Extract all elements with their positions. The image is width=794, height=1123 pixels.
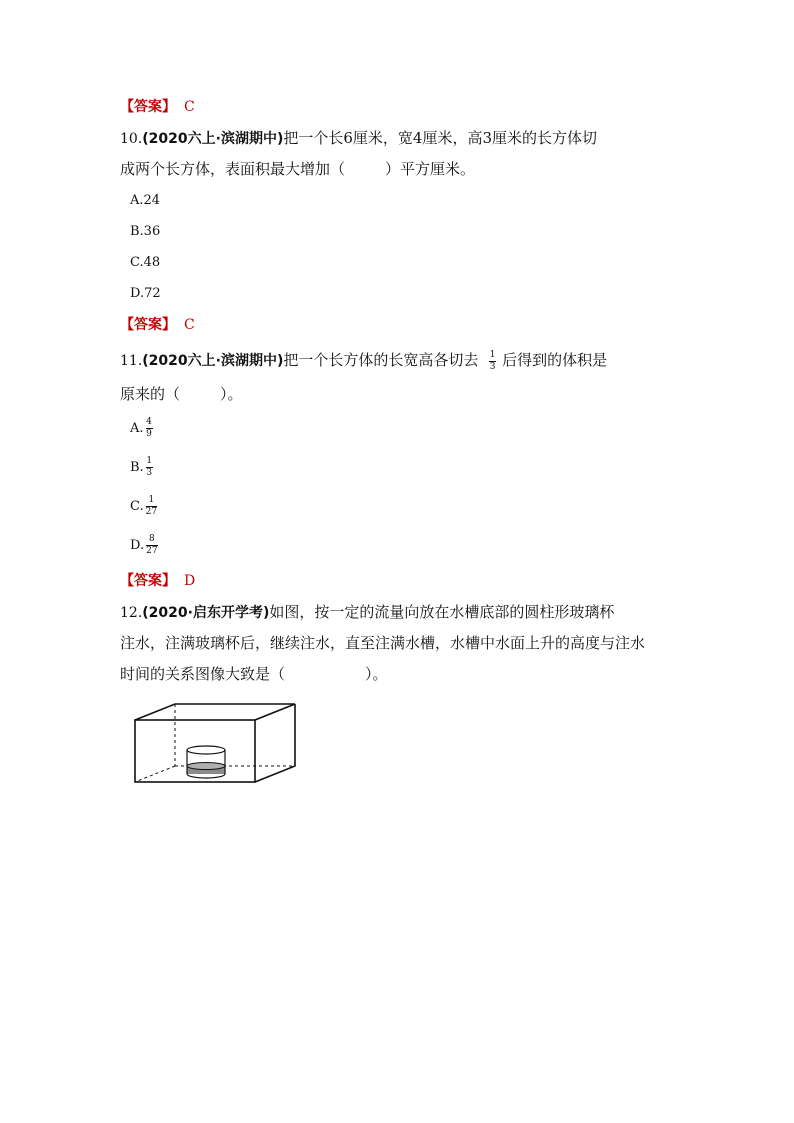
- fraction-numerator: 1: [489, 349, 496, 360]
- q10-option-a: A.24: [130, 193, 161, 208]
- option-label: B.: [130, 460, 144, 475]
- question-text: 把一个长方体的长宽高各切去: [283, 351, 479, 369]
- question-text: 时间的关系图像大致是（: [120, 665, 286, 683]
- question-source: (2020六上·滨湖期中): [142, 131, 284, 147]
- answer-label: 【答案】: [120, 573, 176, 589]
- question-text: ）平方厘米。: [385, 160, 476, 178]
- question-text: ）。: [365, 665, 388, 683]
- q10-line2: [120, 159, 475, 179]
- option-label: C.: [130, 499, 144, 514]
- question-text: 成两个长方体，表面积最大增加（: [120, 160, 346, 178]
- fraction-numerator: 1: [146, 456, 153, 466]
- fraction: [146, 418, 153, 439]
- question-number: 11.: [120, 353, 143, 369]
- question-text: 如图，按一定的流量向放在水槽底部的圆柱形玻璃杯: [269, 603, 615, 621]
- option-label: D.: [130, 538, 145, 553]
- q10-option-c: C.48: [130, 255, 161, 270]
- q12-line1: [120, 602, 614, 623]
- q11-option-d: [130, 535, 158, 556]
- fraction-numerator: 1: [148, 495, 155, 505]
- question-number: 10.: [120, 131, 143, 147]
- question-text: 把一个长6厘米，宽4厘米，高3厘米的长方体切: [283, 129, 597, 147]
- fraction-numerator: 4: [146, 417, 152, 427]
- answer-q10: [120, 314, 195, 335]
- question-text: 后得到的体积是: [502, 351, 608, 369]
- answer-value: C: [184, 317, 195, 333]
- q10-option-b: B.36: [130, 224, 161, 239]
- question-source: (2020·启东开学考): [142, 605, 270, 621]
- cylinder-cup: [187, 746, 225, 778]
- option-label: A.: [130, 421, 144, 436]
- answer-value: C: [184, 99, 195, 115]
- answer-label: 【答案】: [120, 317, 176, 333]
- q11-line1: [120, 347, 607, 374]
- fraction-denominator: 3: [489, 361, 496, 372]
- tank-right-edges: [255, 704, 295, 782]
- water-tank-with-cylinder-cup-icon: [130, 700, 300, 790]
- fraction-numerator: 8: [148, 534, 155, 544]
- fraction: [146, 496, 157, 517]
- q11-option-b: [130, 457, 153, 478]
- answer-q11: [120, 570, 195, 591]
- fraction: [146, 535, 157, 556]
- q12-line2: 注水，注满玻璃杯后，继续注水，直至注满水槽，水槽中水面上升的高度与注水: [120, 634, 646, 652]
- q11-line2: [120, 384, 243, 404]
- question-text: ）。: [220, 385, 243, 403]
- answer-q9: [120, 96, 195, 117]
- fraction: [489, 351, 496, 372]
- question-number: 12.: [120, 605, 143, 621]
- q11-option-a: [130, 418, 153, 439]
- fraction-denominator: 3: [146, 468, 153, 478]
- fraction-denominator: 9: [146, 429, 152, 439]
- tank-top-edges: [135, 704, 295, 720]
- fraction-denominator: 27: [145, 507, 158, 517]
- question-source: (2020六上·滨湖期中): [142, 353, 284, 369]
- question-text: 原来的（: [120, 385, 181, 403]
- q12-line3: [120, 664, 388, 684]
- q10-line1: [120, 128, 597, 149]
- fraction: [146, 457, 153, 478]
- answer-value: D: [184, 573, 196, 589]
- answer-label: 【答案】: [120, 99, 176, 115]
- q10-option-d: D.72: [130, 286, 161, 301]
- q11-option-c: [130, 496, 157, 517]
- fraction-denominator: 27: [146, 546, 158, 556]
